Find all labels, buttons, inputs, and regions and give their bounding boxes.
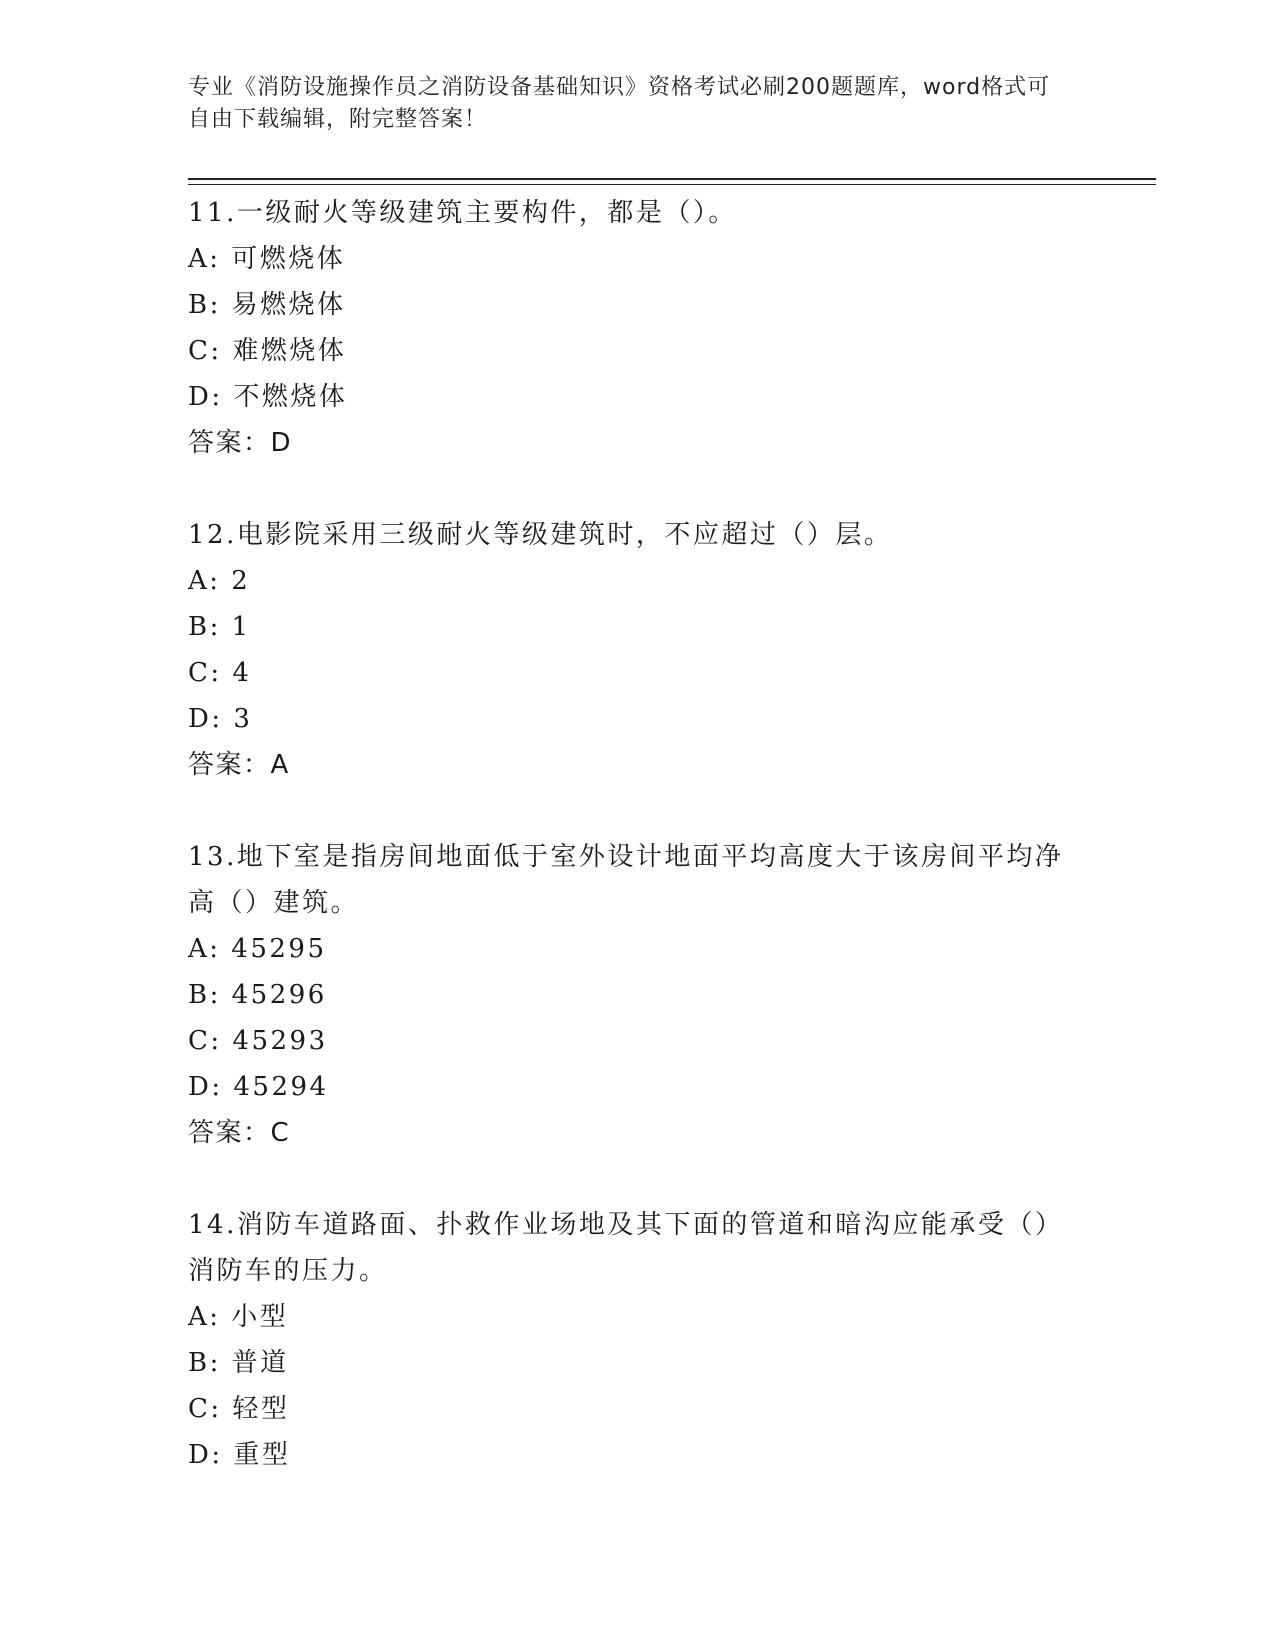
option-a: A: 45295 xyxy=(188,934,327,964)
question-stem: 14.消防车道路面、扑救作业场地及其下面的管道和暗沟应能承受（）消防车的压力。 xyxy=(188,1210,1064,1286)
option-d: D: 不燃烧体 xyxy=(188,382,348,412)
option-b: B: 45296 xyxy=(188,980,327,1010)
answer-line: 答案：D xyxy=(188,428,293,458)
header-divider xyxy=(188,178,1156,180)
option-c: C: 轻型 xyxy=(188,1394,290,1424)
option-b: B: 1 xyxy=(188,612,251,642)
option-b: B: 易燃烧体 xyxy=(188,290,346,320)
option-a: A: 2 xyxy=(188,566,251,596)
answer-line: 答案：C xyxy=(188,1118,291,1148)
option-a: A: 小型 xyxy=(188,1302,289,1332)
option-c: C: 4 xyxy=(188,658,252,688)
header-divider-thin xyxy=(188,184,1156,185)
option-d: D: 3 xyxy=(188,704,253,734)
option-a: A: 可燃烧体 xyxy=(188,244,346,274)
option-c: C: 难燃烧体 xyxy=(188,336,347,366)
question-stem: 11.一级耐火等级建筑主要构件，都是（）。 xyxy=(188,198,737,228)
question-14 xyxy=(188,1202,1088,1478)
option-b: B: 普道 xyxy=(188,1348,289,1378)
question-13 xyxy=(188,834,1088,1156)
answer-line: 答案：A xyxy=(188,750,290,780)
question-12 xyxy=(188,512,1088,788)
question-stem: 13.地下室是指房间地面低于室外设计地面平均高度大于该房间平均净高（）建筑。 xyxy=(188,842,1064,918)
question-list xyxy=(188,190,1088,1478)
question-11 xyxy=(188,190,1088,466)
option-d: D: 重型 xyxy=(188,1440,291,1470)
option-d: D: 45294 xyxy=(188,1072,329,1102)
question-stem: 12.电影院采用三级耐火等级建筑时，不应超过（）层。 xyxy=(188,520,893,550)
option-c: C: 45293 xyxy=(188,1026,328,1056)
document-header: 专业《消防设施操作员之消防设备基础知识》资格考试必刷200题题库，word格式可自由下载编辑，附完整答案！ xyxy=(188,75,1051,132)
